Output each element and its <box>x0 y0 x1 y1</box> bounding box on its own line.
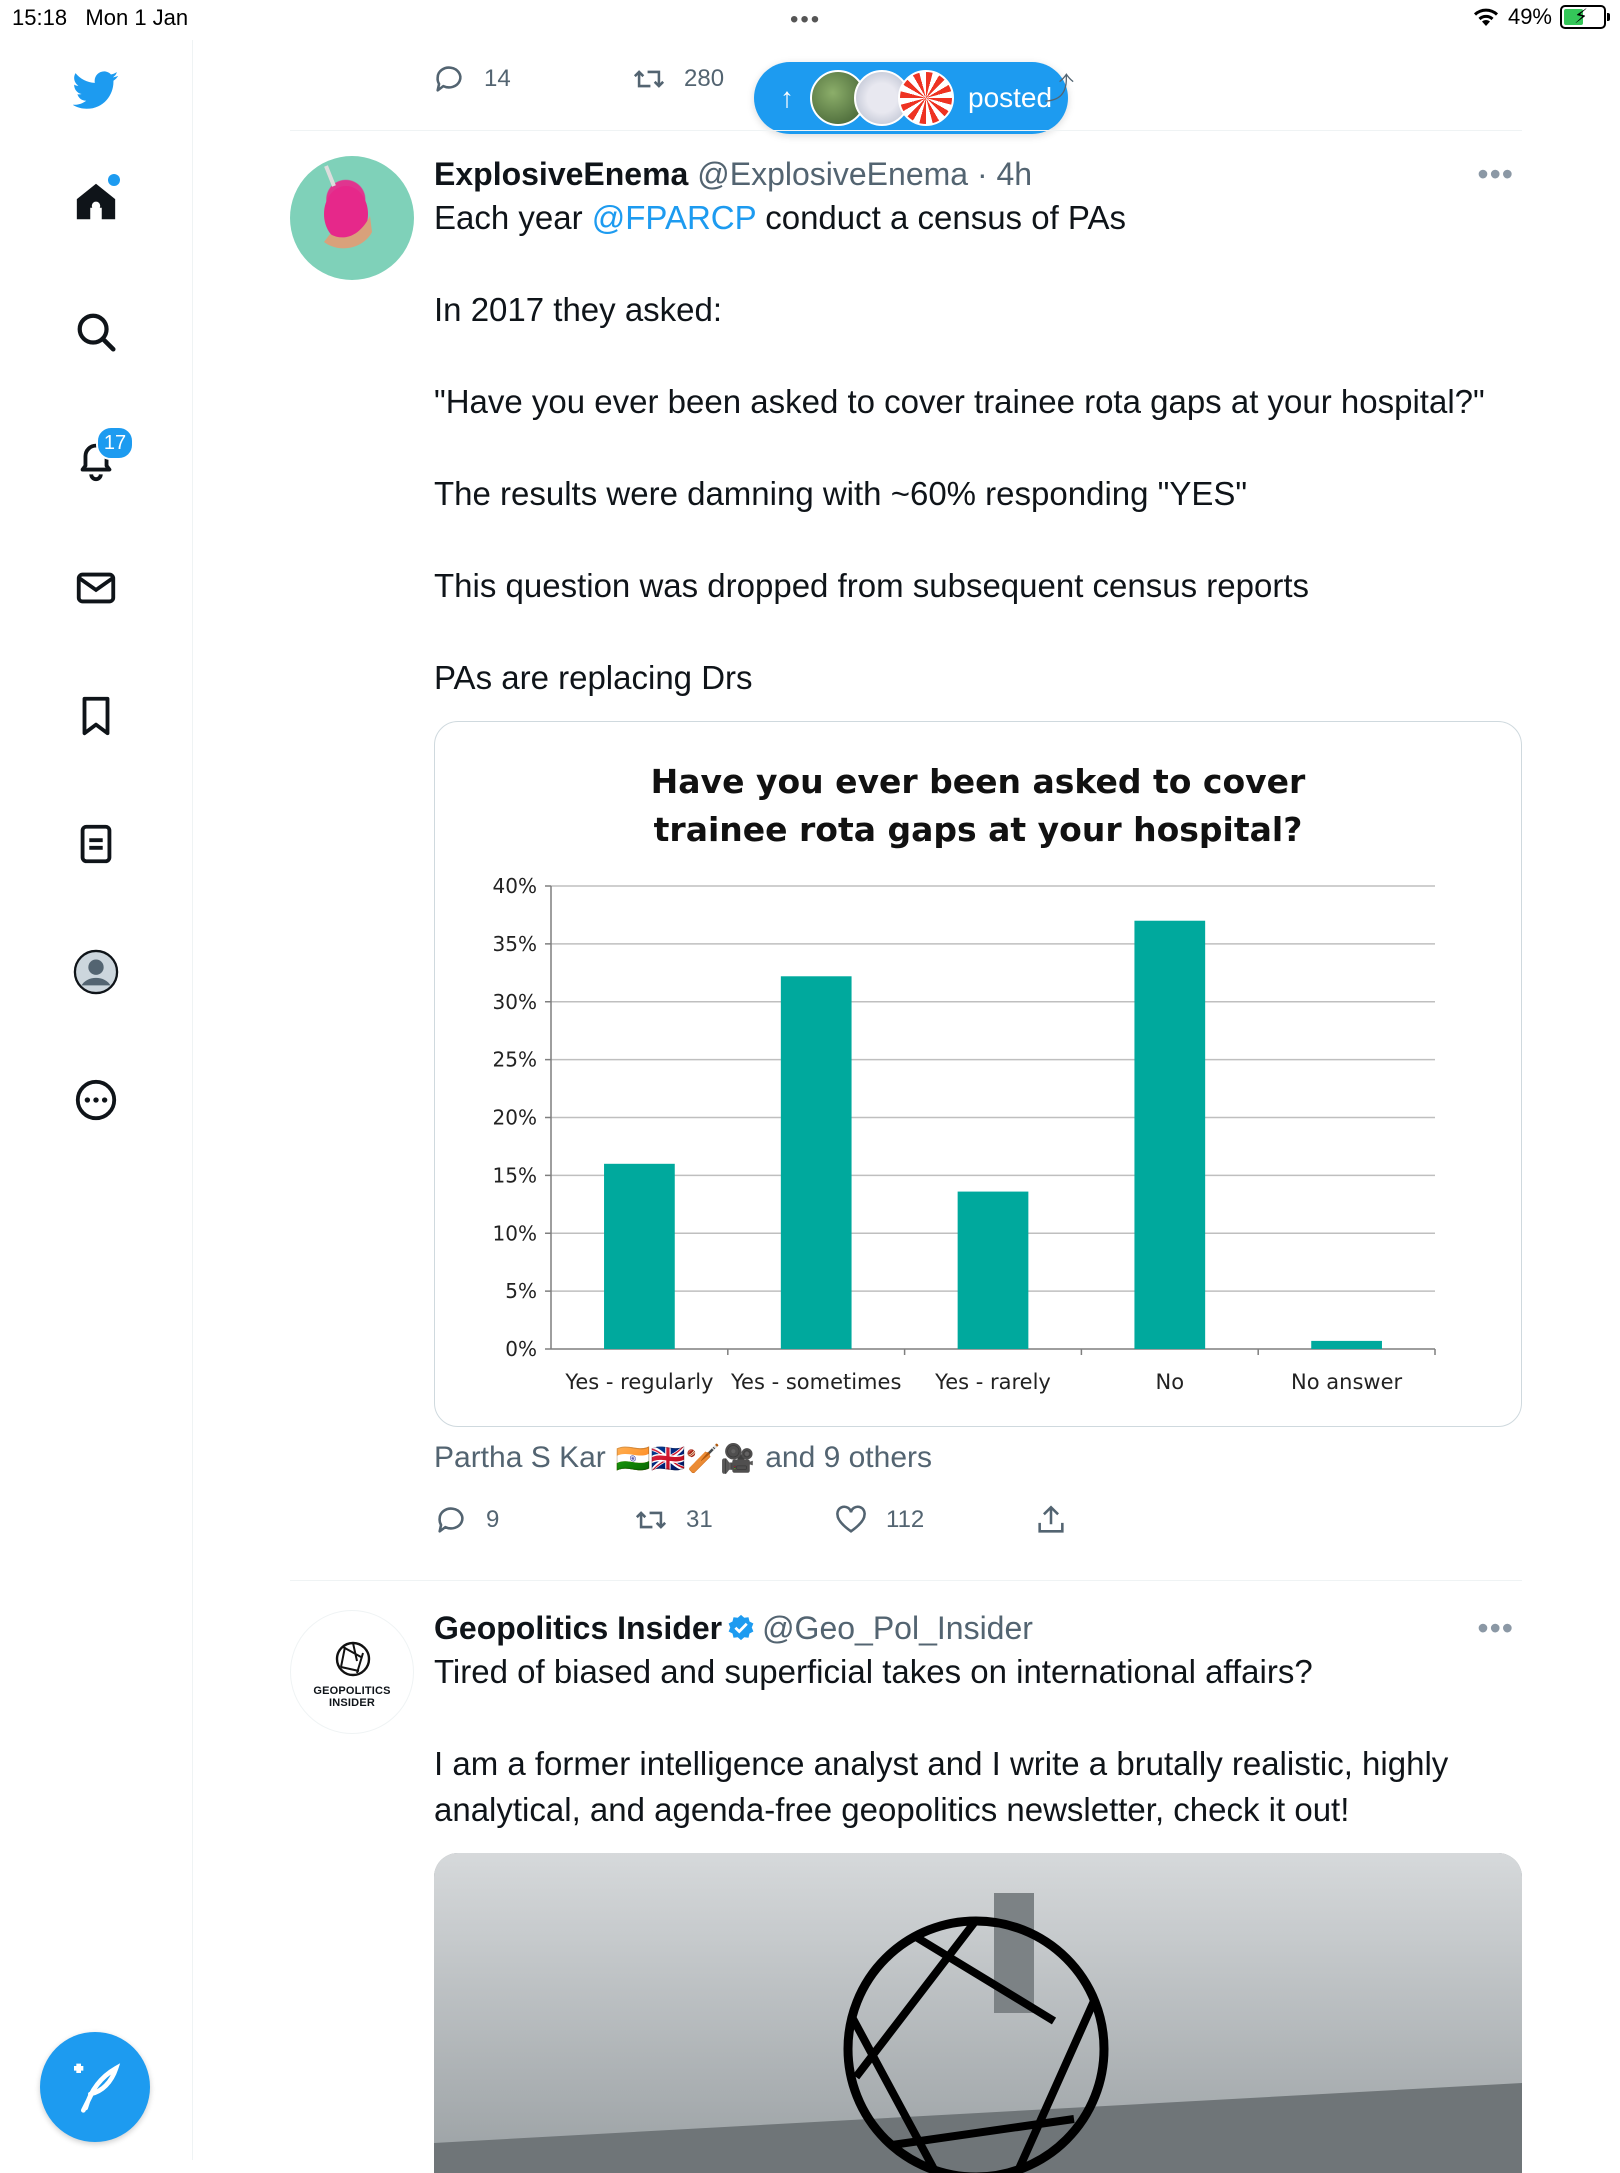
bar <box>1134 921 1205 1349</box>
multitasking-dots-icon[interactable]: ••• <box>790 6 822 33</box>
tweet-text: Tired of biased and superficial takes on international affairs? I am a former intelligence analyst and I write a brutally realistic, highly analytical, and agenda-free geopolitics newsletter, check it out! <box>434 1653 1449 1828</box>
compose-feather-icon <box>67 2059 123 2115</box>
retweet-count: 31 <box>686 1506 713 1533</box>
tweet-time[interactable]: · 4h <box>976 156 1033 192</box>
tweet-text: Each year @FPARCP conduct a census of PAs In 2017 they asked: "Have you ever been asked to cover trainee rota gaps at your hospital?" The results were damning with ~60% responding "YES" This question was dropped from subsequent census reports PAs are replacing Drs <box>434 199 1485 696</box>
author-handle[interactable]: @Geo_Pol_Insider <box>762 1610 1033 1646</box>
bar <box>781 976 852 1349</box>
more-options-icon[interactable] <box>58 1062 134 1138</box>
battery-percent: 49% <box>1507 4 1552 29</box>
tweet-more-icon[interactable]: ••• <box>1477 156 1514 192</box>
y-tick-label: 40% <box>492 874 537 898</box>
liked-by-name[interactable]: Partha S Kar <box>434 1441 606 1474</box>
chart-image-card[interactable] <box>434 721 1522 1427</box>
posted-avatars <box>810 70 954 126</box>
bar-chart <box>435 722 1521 1426</box>
y-tick-label: 0% <box>505 1337 537 1361</box>
status-bar <box>0 0 1620 40</box>
tweet-geopolitics-insider[interactable] <box>290 1610 1522 2160</box>
twitter-logo-icon[interactable] <box>58 52 134 128</box>
retweet-icon <box>632 62 666 96</box>
x-tick-label: Yes - sometimes <box>731 1370 902 1394</box>
mention-link[interactable]: @FPARCP <box>591 199 757 236</box>
reply-icon <box>434 1503 468 1537</box>
like-count: 112 <box>886 1506 925 1533</box>
retweet-icon <box>634 1503 668 1537</box>
battery-icon: ⚡ <box>1560 5 1606 29</box>
y-tick-label: 25% <box>492 1047 537 1072</box>
tweet-explosiveenema[interactable] <box>290 156 1522 1596</box>
reply-icon <box>432 62 466 96</box>
arrow-up-icon: ↑ <box>780 82 794 113</box>
x-tick-label: Yes - rarely <box>935 1370 1051 1394</box>
share-icon[interactable]: ⤴ <box>1044 73 1074 106</box>
liked-by-emoji: 🇮🇳🇬🇧🏏🎥 <box>615 1442 756 1474</box>
tweet-header <box>434 156 1522 193</box>
tweet-divider <box>290 1580 1522 1581</box>
posted-label: posted <box>968 82 1053 113</box>
share-icon <box>1034 1503 1068 1537</box>
notifications-icon[interactable] <box>58 422 134 498</box>
x-tick-label: No answer <box>1291 1370 1403 1394</box>
liked-by-row[interactable] <box>434 1441 1522 1475</box>
profile-avatar-icon[interactable] <box>58 934 134 1010</box>
y-tick-label: 20% <box>492 1105 537 1130</box>
author-avatar[interactable] <box>290 156 414 280</box>
home-icon[interactable] <box>58 164 134 240</box>
reply-count: 14 <box>484 65 511 92</box>
previous-tweet-actions <box>432 62 724 96</box>
messages-icon[interactable] <box>58 550 134 626</box>
y-tick-label: 35% <box>492 931 537 956</box>
share-button[interactable] <box>1034 1503 1234 1537</box>
tweet-more-icon[interactable]: ••• <box>1477 1610 1514 1646</box>
verified-badge-icon <box>726 1613 756 1643</box>
notifications-badge: 17 <box>96 426 134 460</box>
x-tick-label: No <box>1155 1370 1185 1394</box>
retweet-button[interactable] <box>634 1503 834 1537</box>
y-tick-label: 5% <box>505 1279 537 1304</box>
tweet-divider <box>290 130 1522 131</box>
like-button[interactable] <box>834 1503 1034 1537</box>
y-tick-label: 10% <box>492 1221 537 1246</box>
timeline <box>192 40 1620 2160</box>
compose-tweet-button[interactable] <box>40 2032 150 2142</box>
newsletter-image[interactable] <box>434 1853 1522 2173</box>
author-handle[interactable]: @ExplosiveEnema <box>697 156 969 192</box>
status-time: 15:18 Mon 1 Jan <box>12 5 189 30</box>
x-tick-label: Yes - regularly <box>565 1370 714 1394</box>
author-name[interactable]: ExplosiveEnema <box>434 156 689 192</box>
sidebar <box>0 40 193 2160</box>
mini-avatar <box>898 70 954 126</box>
wifi-icon <box>1472 6 1500 28</box>
y-tick-label: 15% <box>492 1163 537 1188</box>
new-posts-pill[interactable] <box>754 62 1068 134</box>
reply-button[interactable] <box>432 62 632 96</box>
heart-icon <box>834 1503 868 1537</box>
retweet-button[interactable] <box>632 62 724 96</box>
author-name[interactable]: Geopolitics Insider <box>434 1610 723 1646</box>
y-tick-label: 30% <box>492 989 537 1014</box>
status-right <box>1472 4 1606 30</box>
author-avatar[interactable] <box>290 1610 414 1734</box>
liked-by-suffix: and 9 others <box>765 1441 933 1474</box>
bookmarks-icon[interactable] <box>58 678 134 754</box>
search-icon[interactable] <box>58 294 134 370</box>
lists-icon[interactable] <box>58 806 134 882</box>
aperture-logo-icon <box>291 1611 415 1735</box>
avatar-brand-text: GEOPOLITICS INSIDER <box>313 1685 391 1709</box>
home-unread-dot <box>108 174 120 186</box>
reply-button[interactable] <box>434 1503 634 1537</box>
reply-count: 9 <box>486 1506 500 1533</box>
chart-title: Have you ever been asked to cover trainee rota gaps at your hospital? <box>650 762 1306 849</box>
tweet-actions <box>434 1503 1522 1537</box>
retweet-count: 280 <box>684 65 725 92</box>
bar <box>958 1192 1029 1349</box>
tweet-header <box>434 1610 1522 1647</box>
bar <box>1311 1341 1382 1349</box>
bar <box>604 1164 675 1349</box>
